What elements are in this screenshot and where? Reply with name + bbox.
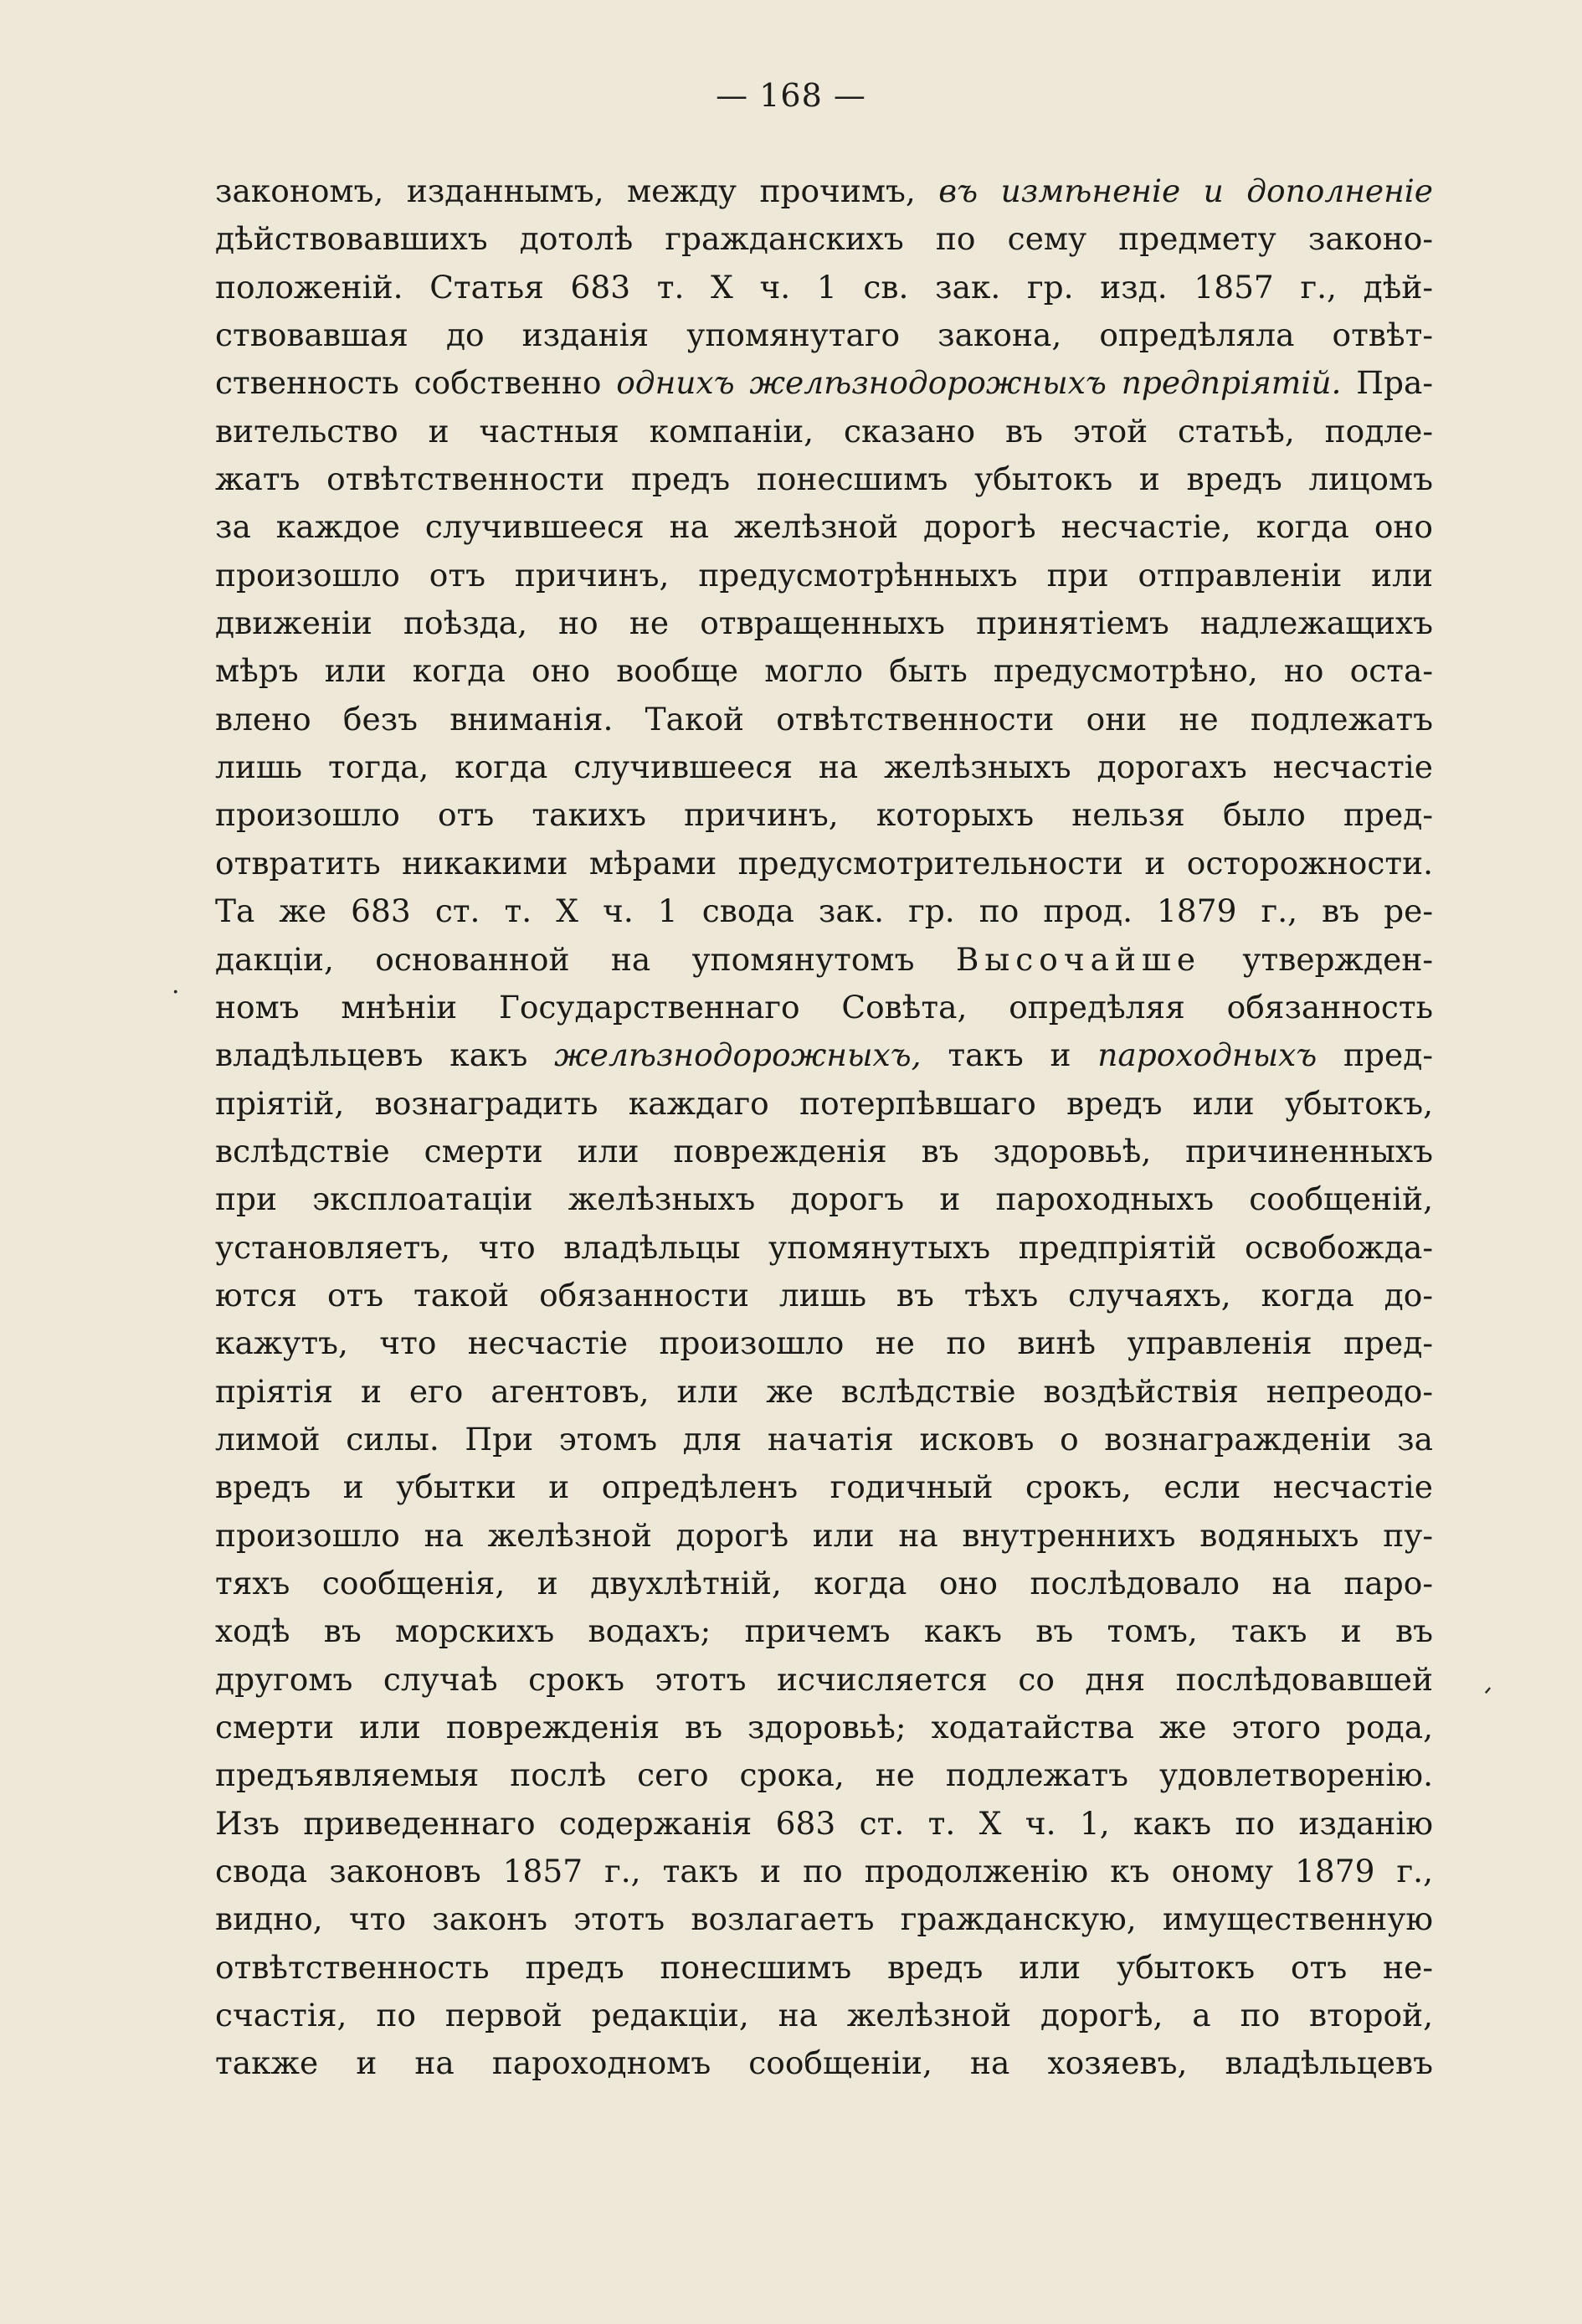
text-line <box>215 1800 1433 1848</box>
text-run: владѣльцевъ какъ <box>215 1036 555 1074</box>
text-run: пріятій, вознаградить каждаго потерпѣвшаго вредъ или убытокъ, <box>215 1084 1433 1122</box>
text-line <box>215 1656 1433 1704</box>
text-run: лимой силы. При этомъ для начатія исковъ о вознагражденіи за <box>215 1420 1433 1458</box>
text-line <box>215 599 1433 647</box>
text-line <box>215 984 1433 1031</box>
text-run: движеніи поѣзда, но не отвращенныхъ принятіемъ надлежащихъ <box>215 604 1433 642</box>
text-line <box>215 887 1433 935</box>
text-run: тяхъ сообщенія, и двухлѣтній, когда оно послѣдовало на паро- <box>215 1564 1433 1602</box>
text-run: установляетъ, что владѣльцы упомянутыхъ предпріятій освобожда- <box>215 1228 1433 1266</box>
text-run: мѣръ или когда оно вообще могло быть предусмотрѣно, но оста- <box>215 652 1433 690</box>
text-run: отвѣтственность предъ понесшимъ вредъ или убытокъ отъ не- <box>215 1948 1433 1986</box>
text-line <box>215 167 1433 215</box>
text-line <box>215 455 1433 503</box>
text-run: также и на пароходномъ сообщеніи, на хозяевъ, владѣльцевъ <box>215 2044 1433 2082</box>
text-run: счастія, по первой редакціи, на желѣзной дорогѣ, а по второй, <box>215 1997 1433 2034</box>
text-run: номъ мнѣніи Государственнаго Совѣта, опредѣляя обязанность <box>215 988 1433 1026</box>
text-run: утвержден- <box>1201 940 1433 978</box>
text-line <box>215 408 1433 455</box>
text-run: отвратить никакими мѣрами предусмотрительности и осторожности. <box>215 844 1433 882</box>
text-run: ходѣ въ морскихъ водахъ; причемъ какъ въ томъ, такъ и въ <box>215 1612 1433 1650</box>
text-line <box>215 1128 1433 1175</box>
text-line <box>215 503 1433 551</box>
text-run: видно, что законъ этотъ возлагаетъ гражданскую, имущественную <box>215 1900 1433 1938</box>
text-run: смерти или поврежденія въ здоровьѣ; ходатайства же этого рода, <box>215 1709 1433 1746</box>
text-run: лишь тогда, когда случившееся на желѣзныхъ дорогахъ несчастіе <box>215 748 1433 786</box>
italic-run: въ измѣненіе и дополненіе <box>938 172 1433 209</box>
text-run: ются отъ такой обязанности лишь въ тѣхъ случаяхъ, когда до- <box>215 1276 1433 1314</box>
text-line <box>215 743 1433 791</box>
text-run: пред- <box>1317 1036 1433 1074</box>
text-line <box>215 264 1433 311</box>
text-line <box>215 1080 1433 1128</box>
text-run: произошло отъ причинъ, предусмотрѣнныхъ при отправленіи или <box>215 556 1433 594</box>
page-number: — 168 — <box>716 77 866 114</box>
text-line <box>215 1319 1433 1367</box>
text-line <box>215 791 1433 839</box>
text-run: Изъ приведеннаго содержанія 683 ст. т. X ч. 1, какъ по изданію <box>215 1804 1433 1842</box>
text-run: вредъ и убытки и опредѣленъ годичный срокъ, если несчастіе <box>215 1468 1433 1506</box>
text-line <box>215 696 1433 743</box>
text-run: вслѣдствіе смерти или поврежденія въ здоровьѣ, причиненныхъ <box>215 1132 1433 1170</box>
text-line <box>215 1272 1433 1319</box>
text-run: положеній. Статья 683 т. X ч. 1 св. зак. гр. изд. 1857 г., дѣй- <box>215 268 1433 306</box>
text-line <box>215 840 1433 887</box>
text-run: пріятія и его агентовъ, или же вслѣдствіе воздѣйствія непреодо- <box>215 1372 1433 1410</box>
text-run: такъ и <box>921 1036 1098 1074</box>
text-run: свода законовъ 1857 г., такъ и по продолженію къ оному 1879 г., <box>215 1853 1433 1890</box>
text-line <box>215 552 1433 599</box>
text-line <box>215 1416 1433 1463</box>
spaced-run: Высочайше <box>955 940 1202 978</box>
right-margin-mark: ' <box>1471 1682 1496 1710</box>
text-run: за каждое случившееся на желѣзной дорогѣ несчастіе, когда оно <box>215 508 1433 546</box>
text-line <box>215 1512 1433 1560</box>
text-run: закономъ, изданнымъ, между прочимъ, <box>215 172 939 209</box>
text-line <box>215 1368 1433 1416</box>
text-line <box>215 2039 1433 2087</box>
text-run: при эксплоатаціи желѣзныхъ дорогъ и пароходныхъ сообщеній, <box>215 1180 1433 1218</box>
text-line <box>215 215 1433 263</box>
text-line <box>215 647 1433 695</box>
text-line <box>215 1895 1433 1943</box>
text-run: вительство и частныя компаніи, сказано въ этой статьѣ, подле- <box>215 412 1433 450</box>
text-run: влено безъ вниманія. Такой отвѣтственности они не подлежатъ <box>215 700 1433 738</box>
text-run: произошло отъ такихъ причинъ, которыхъ нельзя было пред- <box>215 796 1433 834</box>
text-run: дѣйствовавшихъ дотолѣ гражданскихъ по сему предмету законо- <box>215 220 1433 258</box>
text-line <box>215 1704 1433 1751</box>
italic-run: однихъ желѣзнодорожныхъ предпріятій. <box>616 364 1342 402</box>
text-line <box>215 1175 1433 1223</box>
text-run: Та же 683 ст. т. X ч. 1 свода зак. гр. по прод. 1879 г., въ ре- <box>215 892 1433 930</box>
text-line <box>215 359 1433 407</box>
text-line <box>215 1224 1433 1272</box>
text-run: Пра- <box>1341 364 1433 402</box>
italic-run: пароходныхъ <box>1097 1036 1317 1074</box>
text-run: произошло на желѣзной дорогѣ или на внутреннихъ водяныхъ пу- <box>215 1516 1433 1554</box>
left-margin-mark: · <box>172 978 180 1007</box>
text-run: ственность собственно <box>215 364 617 402</box>
text-run: ствовавшая до изданія упомянутаго закона, опредѣляла отвѣт- <box>215 316 1433 354</box>
text-line <box>215 1848 1433 1895</box>
text-line <box>215 311 1433 359</box>
text-run: предъявляемыя послѣ сего срока, не подлежатъ удовлетворенію. <box>215 1756 1433 1794</box>
text-line <box>215 936 1433 984</box>
text-run: другомъ случаѣ срокъ этотъ исчисляется со дня послѣдовавшей <box>215 1660 1433 1698</box>
text-line <box>215 1944 1433 1992</box>
text-line <box>215 1560 1433 1607</box>
text-line <box>215 1031 1433 1079</box>
text-line <box>215 1607 1433 1655</box>
text-run: жатъ отвѣтственности предъ понесшимъ убытокъ и вредъ лицомъ <box>215 460 1433 498</box>
text-line <box>215 1463 1433 1511</box>
text-run: кажутъ, что несчастіе произошло не по винѣ управленія пред- <box>215 1324 1433 1362</box>
text-line <box>215 1992 1433 2039</box>
text-line <box>215 1751 1433 1799</box>
italic-run: желѣзнодорожныхъ, <box>554 1036 922 1074</box>
body-text <box>215 167 1433 2088</box>
text-run: дакціи, основанной на упомянутомъ <box>215 940 956 978</box>
